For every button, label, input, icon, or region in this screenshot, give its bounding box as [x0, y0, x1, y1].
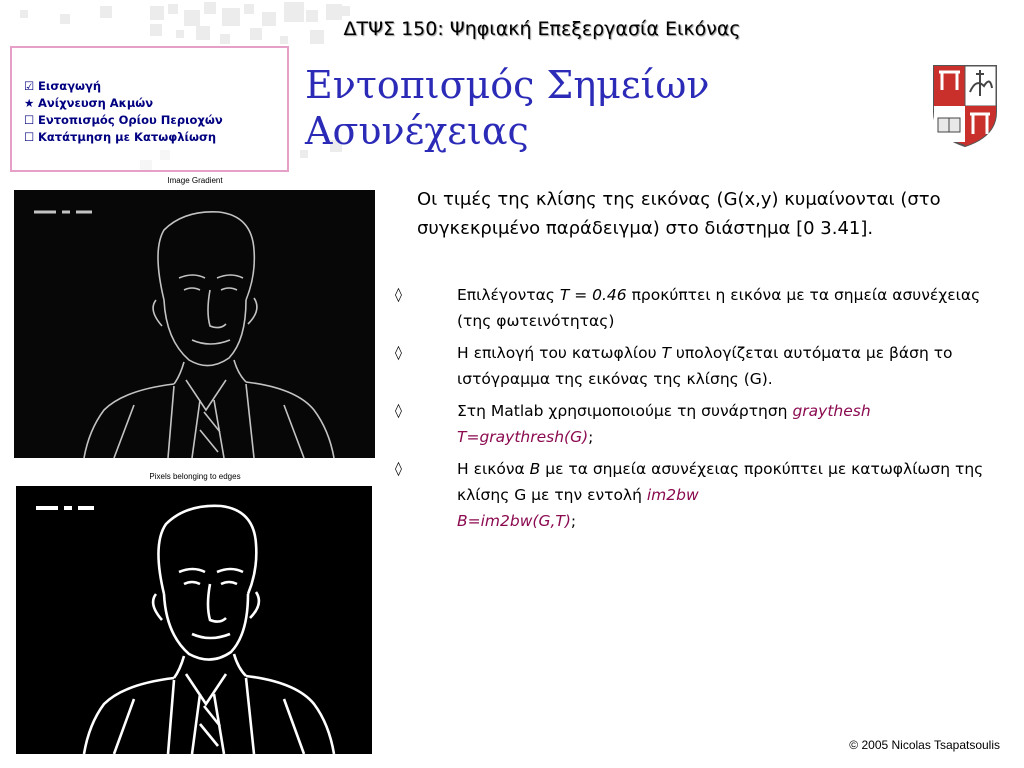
bullet-auto-threshold: ◊ Η επιλογή του κατωφλίου T υπολογίζεται αυτόματα με βάση το ιστόγραμμα της εικόνας της κλίσης (G).: [395, 340, 1005, 392]
copyright-footer: © 2005 Nicolas Tsapatsoulis: [849, 738, 1000, 752]
gradient-image-caption: Image Gradient: [167, 176, 223, 185]
bullet-im2bw: ◊ Η εικόνα B με τα σημεία ασυνέχειας προκύπτει με κατωφλίωση της κλίσης G με την εντολή im2bw B=im2bw(G,T);: [395, 456, 1005, 534]
intro-paragraph: Οι τιμές της κλίσης της εικόνας (G(x,y) κυμαίνονται (στο συγκεκριμένο παράδειγμα) στο διάστημα [0 3.41].: [417, 189, 941, 239]
edges-image: [16, 486, 372, 754]
diamond-bullet-icon: ◊: [395, 287, 402, 303]
checked-box-icon: ☑: [24, 79, 35, 93]
code-graythresh: T=graythresh(G): [457, 428, 589, 446]
edges-image-caption: Pixels belonging to edges: [149, 472, 241, 481]
empty-box-icon: ☐: [24, 130, 35, 144]
course-title: ΔΤΨΣ 150: Ψηφιακή Επεξεργασία Εικόνας: [343, 18, 741, 40]
bullet-threshold-choice: ◊ Επιλέγοντας T = 0.46 προκύπτει η εικόνα με τα σημεία ασυνέχειας (της φωτεινότητας): [395, 282, 1005, 334]
bullet-matlab-graythresh: ◊ Στη Matlab χρησιμοποιούμε τη συνάρτηση graythesh T=graythresh(G);: [395, 398, 1005, 450]
empty-box-icon: ☐: [24, 113, 35, 127]
agenda-box: [10, 46, 289, 172]
agenda-item-thresholding: ☐ Κατάτμηση με Κατωφλίωση: [24, 130, 217, 144]
agenda-item-boundary: ☐ Εντοπισμός Ορίου Περιοχών: [24, 113, 223, 127]
bullet-list: [395, 282, 1005, 540]
university-logo: [930, 62, 1000, 148]
gradient-image: [14, 190, 375, 458]
agenda-item-intro: ☑ Εισαγωγή: [24, 79, 102, 93]
agenda-item-edge-detection: ★ Ανίχνευση Ακμών: [24, 96, 154, 110]
star-icon: ★: [24, 96, 35, 110]
diamond-bullet-icon: ◊: [395, 345, 402, 361]
slide-title: Εντοπισμός Σημείων Ασυνέχειας: [305, 63, 710, 153]
diamond-bullet-icon: ◊: [395, 403, 402, 419]
diamond-bullet-icon: ◊: [395, 461, 402, 477]
agenda-list: [12, 48, 287, 146]
code-im2bw: B=im2bw(G,T): [457, 512, 571, 530]
